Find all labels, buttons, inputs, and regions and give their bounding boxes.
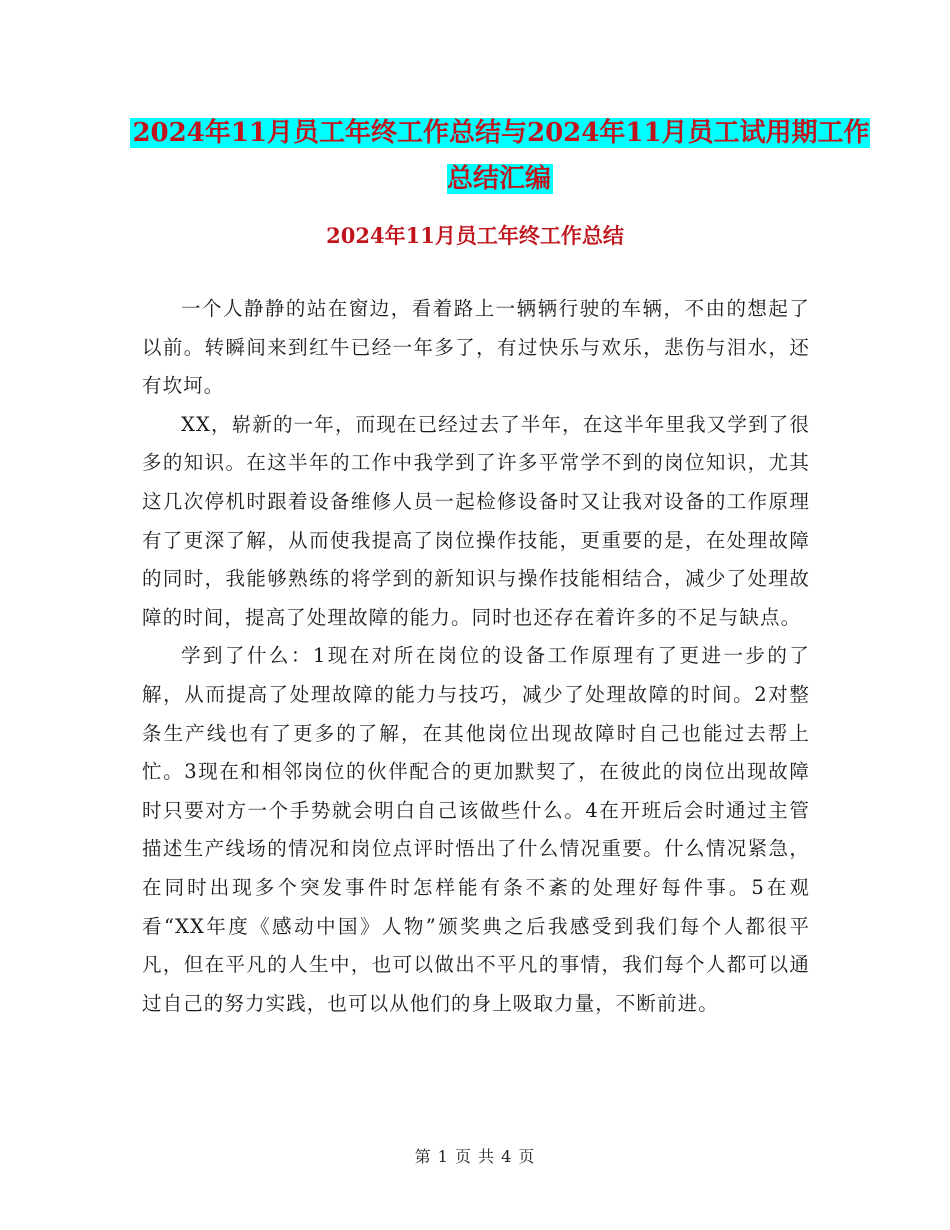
document-title: [120, 110, 880, 202]
page-footer: 第 1 页 共 4 页: [414, 1147, 536, 1166]
section-title: 2024年11月员工年终工作总结: [326, 223, 624, 248]
document-title-text: 2024年11月员工年终工作总结与2024年11月员工试用期工作总结汇编: [132, 118, 870, 194]
paragraph: 一个人静静的站在窗边，看着路上一辆辆行驶的车辆，不由的想起了以前。转瞬间来到红牛已经一年多了，有过快乐与欢乐，悲伤与泪水，还有坎坷。: [142, 297, 810, 398]
paragraph: 学到了什么：1现在对所在岗位的设备工作原理有了更进一步的了解，从而提高了处理故障的能力与技巧，减少了处理故障的时间。2对整条生产线也有了更多的了解，在其他岗位出现故障时自己也能过去帮上忙。3现在和相邻岗位的伙伴配合的更加默契了，在彼此的岗位出现故障时只要对方一个手势就会明白自己该做些什么。4在开班后会时通过主管描述生产线场的情况和岗位点评时悟出了什么情况重要。什么情况紧急，在同时出现多个突发事件时怎样能有条不紊的处理好每件事。5在观看“XX年度《感动中国》人物”颁奖典之后我感受到我们每个人都很平凡，但在平凡的人生中，也可以做出不平凡的事情，我们每个人都可以通过自己的努力实践，也可以从他们的身上吸取力量，不断前进。: [142, 644, 810, 1015]
paragraph: XX，崭新的一年，而现在已经过去了半年，在这半年里我又学到了很多的知识。在这半年的工作中我学到了许多平常学不到的岗位知识，尤其这几次停机时跟着设备维修人员一起检修设备时又让我对设备的工作原理有了更深了解，从而使我提高了岗位操作技能，更重要的是，在处理故障的同时，我能够熟练的将学到的新知识与操作技能相结合，减少了处理故障的时间，提高了处理故障的能力。同时也还存在着许多的不足与缺点。: [142, 412, 810, 629]
document-body: [142, 290, 810, 1023]
